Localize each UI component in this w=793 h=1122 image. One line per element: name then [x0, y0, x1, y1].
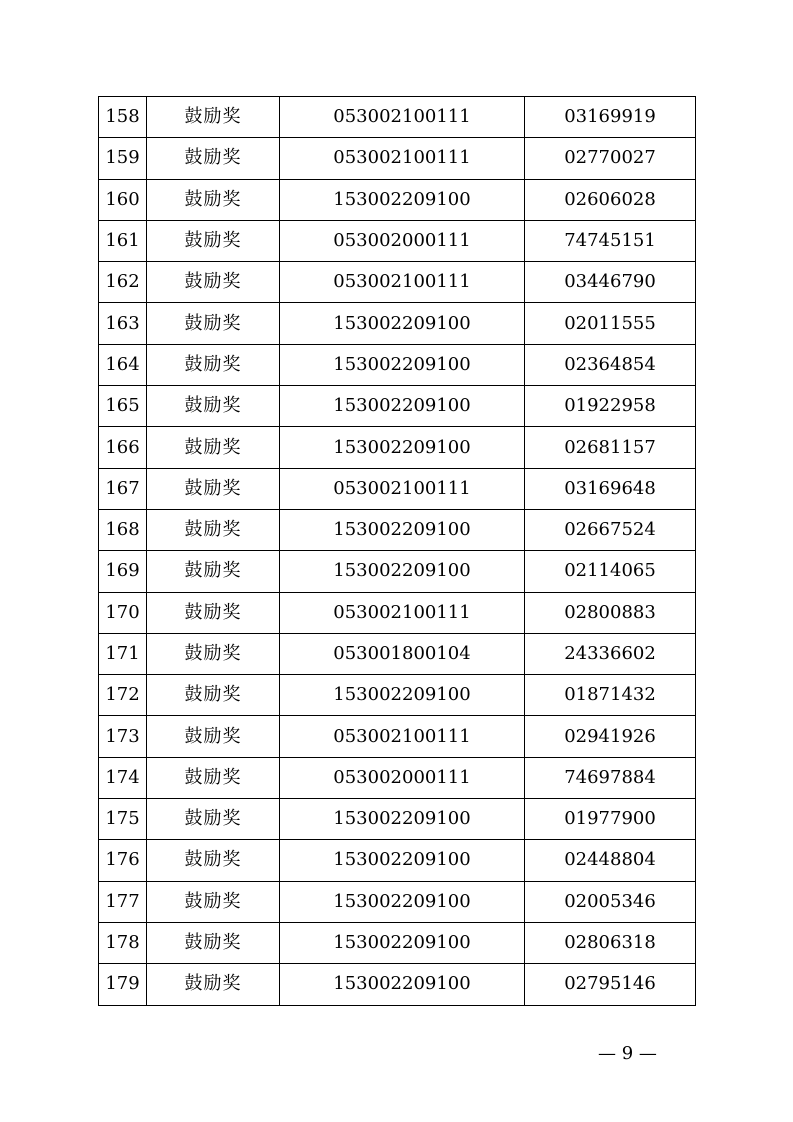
row-number-cell: 171	[99, 633, 147, 674]
row-number-cell: 172	[99, 675, 147, 716]
row-number-cell: 166	[99, 427, 147, 468]
id-cell: 02941926	[525, 716, 696, 757]
award-table	[98, 96, 696, 1006]
id-cell: 24336602	[525, 633, 696, 674]
award-name-cell: 鼓励奖	[147, 509, 280, 550]
code-cell: 153002209100	[280, 179, 525, 220]
award-name-cell: 鼓励奖	[147, 262, 280, 303]
row-number-cell: 176	[99, 840, 147, 881]
table-row	[99, 303, 696, 344]
id-cell: 03169919	[525, 97, 696, 138]
row-number-cell: 178	[99, 922, 147, 963]
award-name-cell: 鼓励奖	[147, 138, 280, 179]
code-cell: 053002000111	[280, 220, 525, 261]
table-row	[99, 633, 696, 674]
code-cell: 153002209100	[280, 386, 525, 427]
id-cell: 02114065	[525, 551, 696, 592]
row-number-cell: 158	[99, 97, 147, 138]
award-name-cell: 鼓励奖	[147, 220, 280, 261]
award-name-cell: 鼓励奖	[147, 922, 280, 963]
id-cell: 74745151	[525, 220, 696, 261]
id-cell: 02606028	[525, 179, 696, 220]
code-cell: 153002209100	[280, 344, 525, 385]
table-row	[99, 97, 696, 138]
id-cell: 01922958	[525, 386, 696, 427]
award-name-cell: 鼓励奖	[147, 799, 280, 840]
row-number-cell: 165	[99, 386, 147, 427]
id-cell: 02795146	[525, 964, 696, 1005]
row-number-cell: 175	[99, 799, 147, 840]
id-cell: 02667524	[525, 509, 696, 550]
award-name-cell: 鼓励奖	[147, 633, 280, 674]
award-name-cell: 鼓励奖	[147, 840, 280, 881]
code-cell: 053002100111	[280, 97, 525, 138]
id-cell: 02681157	[525, 427, 696, 468]
table-row	[99, 551, 696, 592]
code-cell: 053002000111	[280, 757, 525, 798]
table-row	[99, 179, 696, 220]
table-row	[99, 427, 696, 468]
award-name-cell: 鼓励奖	[147, 716, 280, 757]
id-cell: 02806318	[525, 922, 696, 963]
code-cell: 153002209100	[280, 922, 525, 963]
table-row	[99, 386, 696, 427]
code-cell: 153002209100	[280, 964, 525, 1005]
award-name-cell: 鼓励奖	[147, 386, 280, 427]
id-cell: 74697884	[525, 757, 696, 798]
award-name-cell: 鼓励奖	[147, 344, 280, 385]
id-cell: 01871432	[525, 675, 696, 716]
code-cell: 153002209100	[280, 799, 525, 840]
table-row	[99, 509, 696, 550]
row-number-cell: 179	[99, 964, 147, 1005]
award-name-cell: 鼓励奖	[147, 179, 280, 220]
code-cell: 053001800104	[280, 633, 525, 674]
table-row	[99, 799, 696, 840]
id-cell: 03169648	[525, 468, 696, 509]
row-number-cell: 170	[99, 592, 147, 633]
table-row	[99, 344, 696, 385]
table-row	[99, 716, 696, 757]
award-name-cell: 鼓励奖	[147, 468, 280, 509]
award-name-cell: 鼓励奖	[147, 881, 280, 922]
code-cell: 153002209100	[280, 881, 525, 922]
award-name-cell: 鼓励奖	[147, 675, 280, 716]
row-number-cell: 160	[99, 179, 147, 220]
code-cell: 153002209100	[280, 509, 525, 550]
code-cell: 053002100111	[280, 716, 525, 757]
award-name-cell: 鼓励奖	[147, 551, 280, 592]
code-cell: 053002100111	[280, 468, 525, 509]
code-cell: 053002100111	[280, 592, 525, 633]
code-cell: 153002209100	[280, 840, 525, 881]
table-row	[99, 592, 696, 633]
row-number-cell: 162	[99, 262, 147, 303]
row-number-cell: 167	[99, 468, 147, 509]
table-row	[99, 964, 696, 1005]
table-row	[99, 220, 696, 261]
code-cell: 053002100111	[280, 138, 525, 179]
award-name-cell: 鼓励奖	[147, 97, 280, 138]
award-name-cell: 鼓励奖	[147, 427, 280, 468]
id-cell: 02448804	[525, 840, 696, 881]
code-cell: 153002209100	[280, 303, 525, 344]
award-name-cell: 鼓励奖	[147, 592, 280, 633]
table-row	[99, 881, 696, 922]
row-number-cell: 169	[99, 551, 147, 592]
code-cell: 153002209100	[280, 551, 525, 592]
id-cell: 01977900	[525, 799, 696, 840]
row-number-cell: 177	[99, 881, 147, 922]
row-number-cell: 163	[99, 303, 147, 344]
id-cell: 03446790	[525, 262, 696, 303]
row-number-cell: 173	[99, 716, 147, 757]
code-cell: 153002209100	[280, 675, 525, 716]
row-number-cell: 174	[99, 757, 147, 798]
table-row	[99, 468, 696, 509]
table-row	[99, 675, 696, 716]
award-name-cell: 鼓励奖	[147, 757, 280, 798]
table-row	[99, 262, 696, 303]
table-row	[99, 840, 696, 881]
id-cell: 02005346	[525, 881, 696, 922]
id-cell: 02800883	[525, 592, 696, 633]
table-body	[99, 97, 696, 1006]
page-number: — 9 —	[598, 1043, 657, 1064]
row-number-cell: 161	[99, 220, 147, 261]
code-cell: 053002100111	[280, 262, 525, 303]
id-cell: 02011555	[525, 303, 696, 344]
table-row	[99, 138, 696, 179]
row-number-cell: 168	[99, 509, 147, 550]
id-cell: 02770027	[525, 138, 696, 179]
code-cell: 153002209100	[280, 427, 525, 468]
row-number-cell: 164	[99, 344, 147, 385]
award-name-cell: 鼓励奖	[147, 964, 280, 1005]
table-row	[99, 757, 696, 798]
id-cell: 02364854	[525, 344, 696, 385]
award-name-cell: 鼓励奖	[147, 303, 280, 344]
table-row	[99, 922, 696, 963]
row-number-cell: 159	[99, 138, 147, 179]
